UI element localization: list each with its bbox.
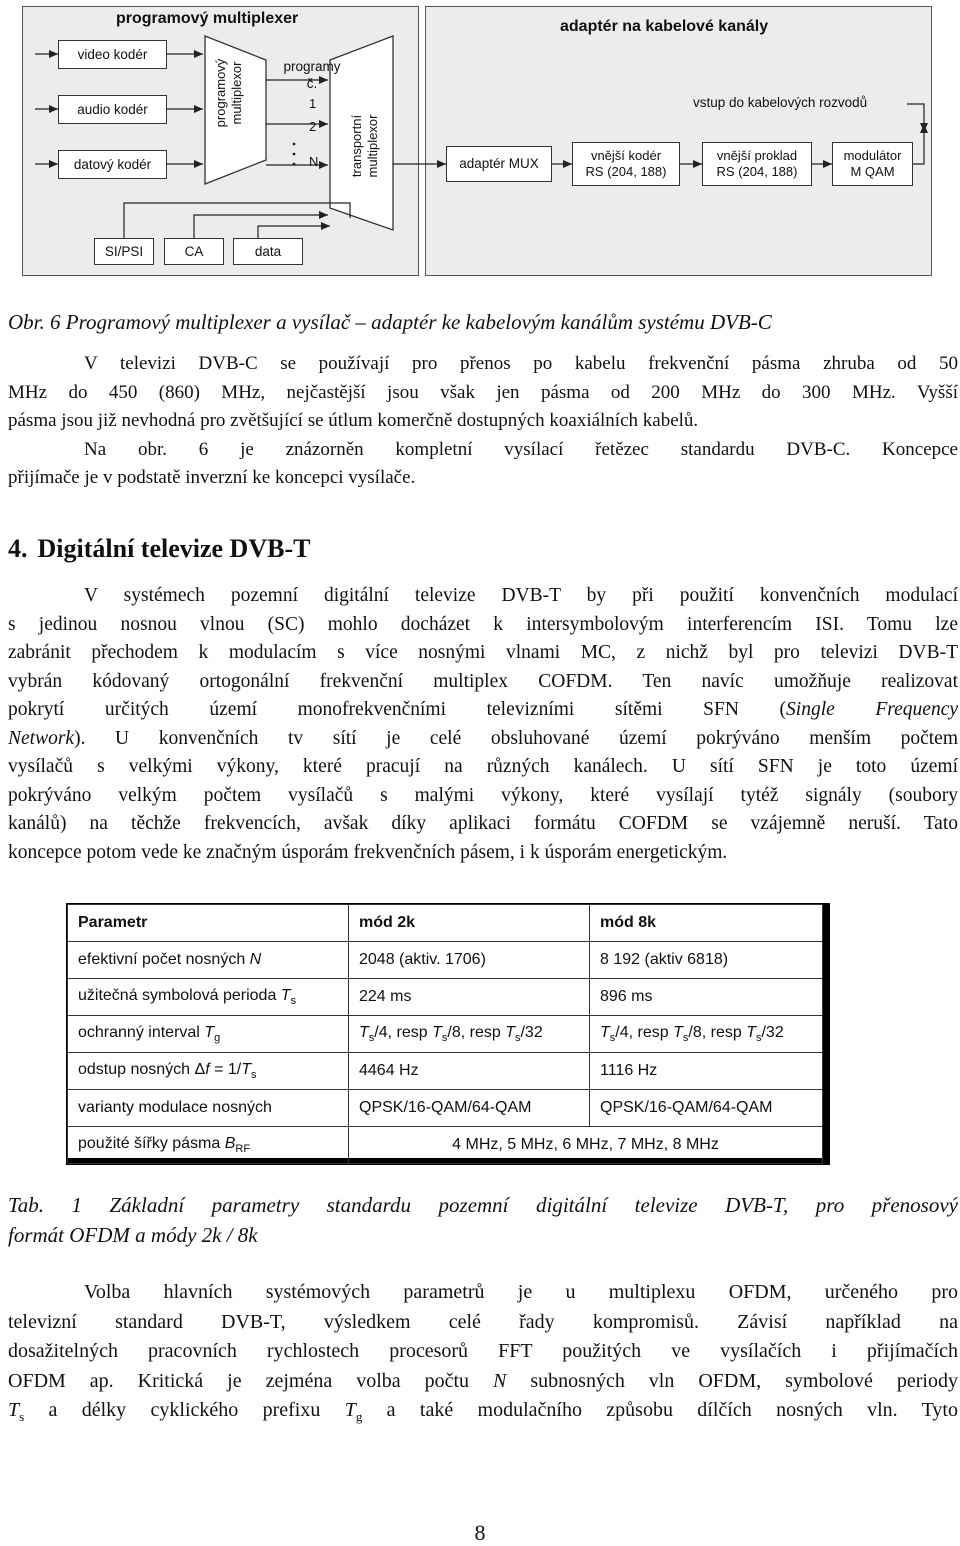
outer-coder-box: vnější kodér RS (204, 188): [572, 142, 680, 186]
para3-line: $T_s$ a délky cyklického prefixu $T_g$ a také modulačního způsobu dílčích nosných vln. Tyto: [8, 1399, 958, 1424]
table-cell: $T_s/4$, resp $T_s/8$, resp $T_s/32$: [590, 1016, 823, 1053]
table-cell: 1116 Hz: [590, 1053, 823, 1090]
section-heading: [8, 534, 310, 564]
para1-line: MHz do 450 (860) MHz, nejčastější jsou však jen pásma od 200 MHz do 300 MHz. Vyšší: [8, 381, 958, 403]
multiplexer-title: programový multiplexer: [116, 10, 299, 27]
para3-line: Volba hlavních systémových parametrů je u multiplexu OFDM, určeného pro: [84, 1281, 958, 1303]
audio-coder-box: audio kodér: [58, 95, 167, 124]
header-cell: mód 2k: [349, 905, 590, 942]
table-row: [68, 1016, 823, 1053]
para3-line: dosažitelných pracovních rychlostech procesorů FFT použitých ve vysílačích i přijímačích: [8, 1340, 958, 1362]
para2-line: Network). U konvenčních tv sítí je celé obsluhované území pokrýváno menším počtem: [8, 727, 958, 749]
table-caption: [8, 1190, 958, 1250]
video-coder-box: video kodér: [58, 40, 167, 69]
table-caption-line: Tab. 1 Základní parametry standardu pozemní digitální televize DVB-T, pro přenosový: [8, 1193, 958, 1217]
section-number: 4.: [8, 534, 28, 563]
para1-line: pásma jsou již nevhodná pro zvětšující se útlum komerčně dostupných koaxiálních kabelů.: [8, 410, 699, 431]
para2-line: vysílačů s velkými výkony, které pracují na různých kanálech. U sítí SFN je toto území: [8, 756, 958, 777]
table-caption-line: formát OFDM a módy 2k / 8k: [8, 1223, 258, 1247]
para3-line: televizní standard DVB-T, výsledkem celé řady kompromisů. Závisí například na: [8, 1310, 958, 1333]
paragraph-dvb-c: [8, 350, 958, 493]
para3-line: OFDM ap. Kritická je zejména volba počtu N subnosných vln OFDM, symbolové periody: [8, 1369, 958, 1392]
si-psi-box: SI/PSI: [94, 238, 154, 265]
figure-caption-text: Programový multiplexer a vysílač – adaptér ke kabelovým kanálům systému DVB-C: [65, 310, 772, 334]
table-cell: QPSK/16-QAM/64-QAM: [590, 1090, 823, 1127]
table-cell: 4464 Hz: [349, 1053, 590, 1090]
transport-mux-label: transportní multiplexor: [349, 114, 380, 178]
table-row: [68, 1127, 823, 1164]
section-title: Digitální televize DVB-T: [37, 534, 311, 563]
table-row: [68, 942, 823, 979]
table-cell: QPSK/16-QAM/64-QAM: [349, 1090, 590, 1127]
table-row: [68, 1090, 823, 1127]
para2-line: vybrán kódovaný ortogonální frekvenční multiplex COFDM. Ten navíc umožňuje realizovat: [8, 670, 958, 692]
para1-line: Na obr. 6 je znázorněn kompletní vysílací řetězec standardu DVB-C. Koncepce: [84, 438, 958, 460]
para2-line: pokrytí určitých území monofrekvenčními televizními sítěmi SFN (Single Frequency: [8, 699, 959, 720]
table-cell: efektivní počet nosných N: [68, 942, 349, 979]
para2-line: zabránit přechodem k modulacím s více nosnými vlnami MC, z nichž byl pro televizi DVB-T: [8, 642, 958, 663]
table-row: [68, 979, 823, 1016]
figure-number: 6: [50, 310, 61, 334]
para2-line: s jedinou nosnou vlnou (SC) mohlo docházet k intersymbolovým interferencím ISI. Tomu lze: [8, 613, 958, 635]
program-1-label: 1: [309, 96, 317, 111]
program-n-label: N: [309, 154, 319, 169]
para2-line: V systémech pozemní digitální televize DVB-T by při použití konvenčních modulací: [84, 585, 958, 606]
header-cell: mód 8k: [590, 905, 823, 942]
adapter-title: adaptér na kabelové kanály: [560, 18, 769, 35]
data-box: data: [233, 238, 303, 265]
para1-line: V televizi DVB-C se používají pro přenos po kabelu frekvenční pásma zhruba od 50: [84, 353, 958, 374]
figure-caption: [8, 307, 772, 337]
cable-input-label: vstup do kabelových rozvodů: [693, 95, 868, 110]
paragraph-parameters: [8, 1278, 958, 1432]
table-cell: užitečná symbolová perioda $T_s$: [68, 979, 349, 1016]
table-cell: $T_s/4$, resp $T_s/8$, resp $T_s/32$: [349, 1016, 590, 1053]
program-mux-label: programový multiplexor: [213, 58, 244, 128]
modulator-box: modulátor M QAM: [832, 142, 913, 186]
page-number: 8: [474, 1520, 486, 1545]
table-row: [68, 1053, 823, 1090]
para1-line: přijímače je v podstatě inverzní ke koncepci vysílače.: [8, 467, 416, 488]
table-cell: 896 ms: [590, 979, 823, 1016]
parameter-table: [66, 903, 830, 1165]
table-cell: odstup nosných $\Delta f = 1/T_s$: [68, 1053, 349, 1090]
programs-label: programy č.: [283, 59, 341, 91]
program-2-label: 2: [309, 119, 317, 134]
adapter-mux-box: adaptér MUX: [446, 146, 552, 182]
table-cell: 4 MHz, 5 MHz, 6 MHz, 7 MHz, 8 MHz: [349, 1127, 823, 1164]
data-coder-box: datový kodér: [58, 150, 167, 179]
figure-label: Obr.: [8, 310, 45, 334]
para2-line: koncepce potom vede ke značným úsporám frekvenčních pásem, i k úsporám energetickým.: [8, 841, 728, 863]
outer-interleaver-box: vnější proklad RS (204, 188): [702, 142, 812, 186]
table-cell: použité šířky pásma $B_{RF}$: [68, 1127, 349, 1164]
table-header-row: [68, 905, 823, 942]
table-cell: 2048 (aktiv. 1706): [349, 942, 590, 979]
paragraph-dvb-t: [8, 582, 958, 867]
para2-line: pokrýváno velkým počtem vysílačů s malými výkony, které vysílají tytéž signály (soubory: [8, 784, 958, 806]
header-cell: Parametr: [68, 905, 349, 942]
table-cell: 8 192 (aktiv 6818): [590, 942, 823, 979]
ca-box: CA: [164, 238, 224, 265]
table-cell: ochranný interval $T_g$: [68, 1016, 349, 1053]
table-cell: varianty modulace nosných: [68, 1090, 349, 1127]
para2-line: kanálů) na těchže frekvencích, avšak díky aplikaci formátu COFDM se vzájemně neruší. Tato: [8, 813, 958, 834]
block-diagram: [0, 0, 960, 290]
table-cell: 224 ms: [349, 979, 590, 1016]
